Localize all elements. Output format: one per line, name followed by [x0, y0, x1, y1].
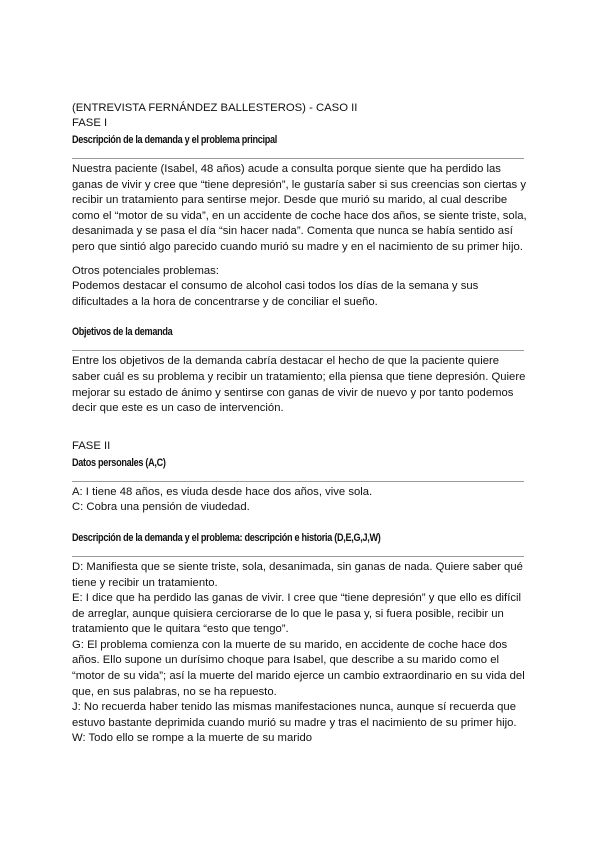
section-title: Descripción de la demanda y el problema: descripción e historia (D,E,G,J,W): [72, 531, 381, 544]
paragraph: Nuestra paciente (Isabel, 48 años) acude a consulta porque siente que ha perdido las ganas de vivir y cree que “tiene depresión”, le gustaría saber si sus creencias son ciertas y recibir un tratamiento para sentirse mejor. Desde que murió su marido, al cual describe como el “motor de su vida”, en un accidente de coche hace dos años, se siente triste, sola, desanimada y se pasa el día “sin hacer nada”. Comenta que nunca se había sentido así pero que sintió algo parecido cuando murió su madre y en el nacimiento de su primer hijo.: [72, 163, 527, 253]
document-heading: (ENTREVISTA FERNÁNDEZ BALLESTEROS) - CASO II: [72, 102, 358, 114]
divider: [72, 350, 524, 351]
paragraph-subtitle: Otros potenciales problemas:: [72, 264, 219, 277]
divider: [72, 158, 524, 159]
divider: [72, 556, 524, 557]
paragraph: Podemos destacar el consumo de alcohol casi todos los días de la semana y sus dificultades a la hora de concentrarse y de conciliar el sueño.: [72, 280, 479, 308]
document-content: [72, 101, 528, 747]
data-line: D: Manifiesta que se siente triste, sola, desanimada, sin ganas de nada. Quiere saber qué tiene y recibir un tratamiento.: [72, 560, 523, 589]
section-title: Objetivos de la demanda: [72, 326, 173, 339]
section-title: Datos personales (A,C): [72, 456, 166, 469]
data-line: J: No recuerda haber tenido las mismas manifestaciones nunca, aunque sí recuerda que estuvo bastante deprimida cuando murió su madre y tras el nacimiento de su primer hijo.: [72, 701, 517, 729]
paragraph: Entre los objetivos de la demanda cabría destacar el hecho de que la paciente quiere saber cuál es su problema y recibir un tratamiento; ella piensa que tiene depresión. Quiere mejorar su estado de ánimo y sentirse con ganas de vivir de nuevo y por tanto podemos decir que este es un caso de intervención.: [72, 355, 526, 415]
data-line: E: I dice que ha perdido las ganas de vivir. I cree que “tiene depresión” y que ello es difícil de arreglar, aunque quisiera cerciorarse de lo que le pasa y, si fuera posible, recibir un tratamiento que le quitara “esto que tengo”.: [72, 592, 522, 636]
phase-label: FASE I: [72, 117, 108, 129]
data-line: G: El problema comienza con la muerte de su marido, en accidente de coche hace dos años. Ello supone un durísimo choque para Isabel, que describe a su marido como el “motor de su vida”; así la muerte del marido ejerce un cambio extraordinario en su vida del que, en sus palabras, no se ha repuesto.: [72, 638, 525, 698]
data-line: A: I tiene 48 años, es viuda desde hace dos años, vive sola.: [72, 485, 373, 498]
data-line: W: Todo ello se rompe a la muerte de su marido: [72, 732, 313, 745]
section-title: Descripción de la demanda y el problema principal: [72, 134, 277, 146]
divider: [72, 481, 524, 482]
phase-label: FASE II: [72, 439, 111, 452]
data-line: C: Cobra una pensión de viudedad.: [72, 501, 250, 514]
